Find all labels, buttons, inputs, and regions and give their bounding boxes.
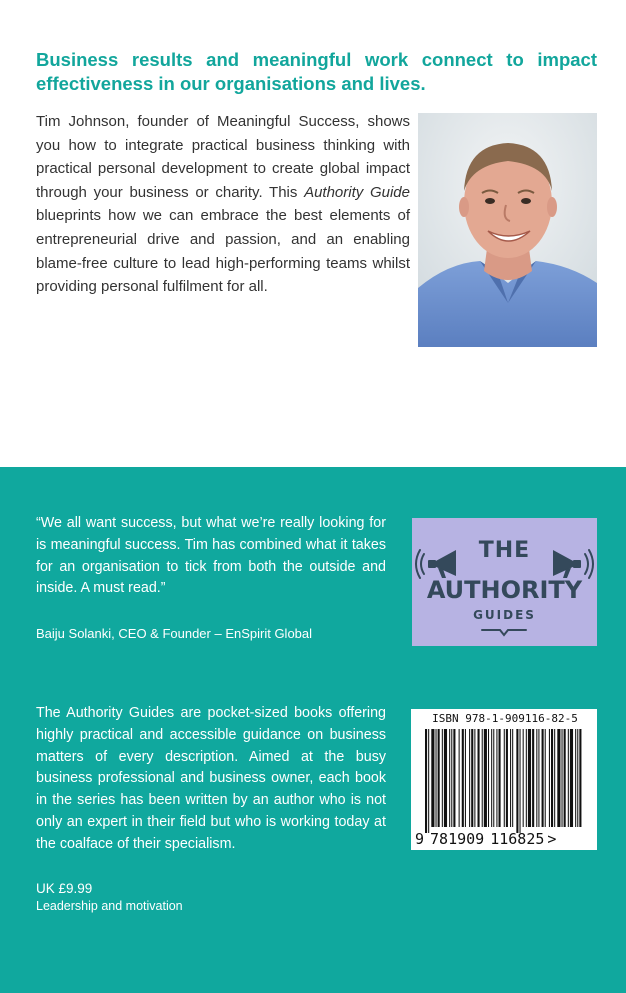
barcode-bar (557, 729, 560, 827)
top-white-panel (0, 0, 626, 467)
isbn-barcode (411, 709, 597, 850)
authority-guides-logo (412, 518, 597, 646)
barcode-bar (545, 729, 546, 827)
barcode-first-digit: 9 (415, 830, 425, 848)
barcode-bar (474, 729, 475, 827)
barcode-bar (431, 729, 434, 827)
barcode-bar (570, 729, 573, 827)
barcode-bar (471, 729, 473, 827)
logo-guides: GUIDES (473, 608, 536, 622)
intro-text-part1: Tim Johnson, founder of Meaningful Success, shows you how to integrate practical business thinking with practical personal development to create global impact through your business or charity. This (36, 113, 410, 201)
barcode-bar (536, 729, 537, 827)
barcode-bar (491, 729, 492, 827)
barcode-bar (484, 729, 487, 827)
barcode-bar (532, 729, 534, 827)
barcode-bar (451, 729, 452, 827)
intro-book-title: Authority Guide (304, 183, 410, 201)
endorsement-quote: “We all want success, but what we’re really looking for is meaningful success. Tim has combined what it takes for an organisation to tick from both the outside and inside. A must read.” (36, 515, 386, 597)
price: UK £9.99 (36, 881, 93, 896)
barcode-bar (478, 729, 480, 827)
barcode-number (415, 830, 593, 848)
barcode-bar (520, 729, 521, 833)
barcode-bar (577, 729, 578, 827)
barcode-bar (425, 729, 427, 833)
logo-the: THE (478, 538, 531, 563)
barcode-bar (516, 729, 518, 833)
barcode-group2: 116825 (490, 830, 545, 848)
barcode-bar (551, 729, 553, 827)
series-description: The Authority Guides are pocket-sized books offering highly practical and accessible guidance on business matters of every description. Aimed at the busy business professional and business owner, each book in the series has been written by an author who is not only an expert in their field but who is working today at the coalface of their specialism. (36, 705, 386, 852)
logo-authority: AUTHORITY (426, 576, 583, 604)
barcode-bar (528, 729, 531, 827)
intro-text-part2: blueprints how we can embrace the best elements of entrepreneurial drive and passion, and an enabling blame-free culture to lead high-performing teams whilst providing personal fulfilment for all. (36, 207, 410, 296)
barcode-bar (442, 729, 443, 827)
barcode-bar (538, 729, 539, 827)
barcode-bar (488, 729, 489, 827)
barcode-bar (564, 729, 566, 827)
barcode-bar (549, 729, 550, 827)
endorsement-author: Baiju Solanki, CEO & Founder – EnSpirit Global (36, 626, 313, 641)
barcode-bar (496, 729, 497, 827)
barcode-bar (542, 729, 544, 827)
barcode-bar (523, 729, 524, 827)
barcode-group1: 781909 (430, 830, 485, 848)
barcode-bar (453, 729, 455, 827)
barcode-bar (504, 729, 505, 827)
barcode-bar (493, 729, 494, 827)
barcode-bar (438, 729, 440, 827)
barcode-bar (579, 729, 581, 827)
barcode-bar (428, 729, 429, 833)
barcode-bar (526, 729, 527, 827)
barcode-bar (469, 729, 470, 827)
barcode-bar (506, 729, 508, 827)
barcode-bar (562, 729, 563, 827)
barcode-bar (482, 729, 483, 827)
isbn-label: ISBN 978-1-909116-82-5 (432, 712, 578, 725)
category: Leadership and motivation (36, 899, 183, 913)
barcode-bar (554, 729, 555, 827)
barcode-bar (436, 729, 437, 827)
barcode-bar (444, 729, 447, 827)
barcode-bar (465, 729, 466, 827)
barcode-bar (568, 729, 569, 827)
author-intro (36, 110, 410, 299)
barcode-bar (499, 729, 501, 827)
headline: Business results and meaningful work connect to impact effectiveness in our organisations and lives. (36, 49, 597, 94)
author-portrait (418, 113, 597, 347)
barcode-bar (462, 729, 464, 827)
barcode-bars (411, 727, 597, 835)
barcode-bar (449, 729, 450, 827)
barcode-bar (512, 729, 513, 827)
barcode-bar (575, 729, 576, 827)
barcode-bar (459, 729, 460, 827)
barcode-end-mark: > (547, 830, 557, 848)
barcode-bar (510, 729, 511, 827)
